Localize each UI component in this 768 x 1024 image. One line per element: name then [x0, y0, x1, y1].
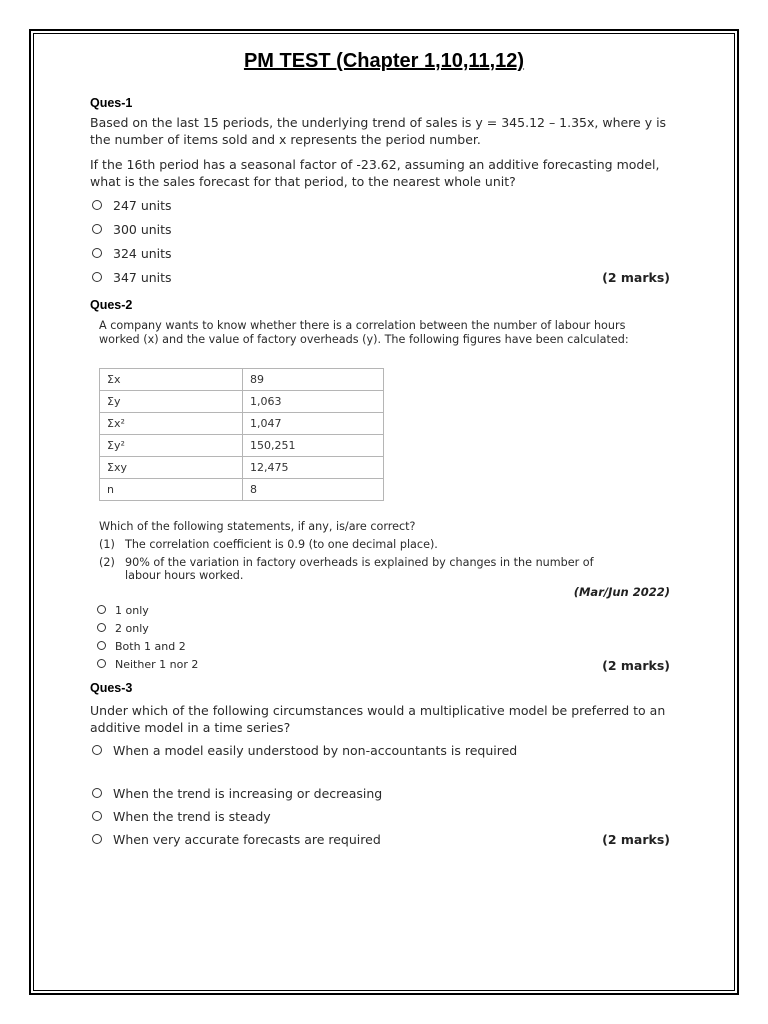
q1-option-4[interactable] [92, 270, 172, 285]
radio-circle-icon [92, 745, 102, 755]
radio-circle-icon [92, 272, 102, 282]
statement-1-text: The correlation coefficient is 0.9 (to one decimal place). [125, 538, 438, 551]
table-cell: 89 [243, 369, 384, 391]
q1-option-3-label: 324 units [113, 246, 172, 261]
table-cell: Σxy [100, 457, 243, 479]
question-3-heading: Ques-3 [90, 681, 133, 695]
q3-option-2-label: When the trend is increasing or decreasing [113, 786, 383, 801]
q3-option-4-label: When very accurate forecasts are required [113, 832, 381, 847]
table-cell: 1,063 [243, 391, 384, 413]
q2-option-1[interactable] [97, 604, 149, 617]
q3-marks: (2 marks) [602, 832, 670, 847]
radio-circle-icon [97, 623, 106, 632]
radio-circle-icon [92, 200, 102, 210]
q1-option-4-label: 347 units [113, 270, 172, 285]
statement-2-text: 90% of the variation in factory overheads is explained by changes in the number of [125, 556, 594, 569]
table-row [100, 413, 384, 435]
question-2-prompt: Which of the following statements, if any, is/are correct? [99, 520, 416, 533]
q1-option-2-label: 300 units [113, 222, 172, 237]
question-3-text: Under which of the following circumstances would a multiplicative model be preferred to an additive model in a time series? [90, 703, 666, 735]
statistics-table [99, 368, 384, 501]
table-row [100, 435, 384, 457]
table-row [100, 479, 384, 501]
q3-option-3-label: When the trend is steady [113, 809, 271, 824]
table-cell: 12,475 [243, 457, 384, 479]
table-cell: Σx² [100, 413, 243, 435]
radio-circle-icon [92, 834, 102, 844]
q2-option-2[interactable] [97, 622, 149, 635]
statement-2 [99, 556, 679, 582]
question-1-heading: Ques-1 [90, 96, 133, 110]
table-cell: 8 [243, 479, 384, 501]
radio-circle-icon [97, 659, 106, 668]
q1-option-1-label: 247 units [113, 198, 172, 213]
table-cell: n [100, 479, 243, 501]
radio-circle-icon [92, 248, 102, 258]
q2-option-4-label: Neither 1 nor 2 [115, 658, 199, 671]
q3-option-4[interactable] [92, 832, 381, 847]
table-row [100, 457, 384, 479]
q2-option-3-label: Both 1 and 2 [115, 640, 186, 653]
radio-circle-icon [97, 641, 106, 650]
table-row [100, 369, 384, 391]
radio-circle-icon [92, 788, 102, 798]
q2-option-1-label: 1 only [115, 604, 149, 617]
q2-marks: (2 marks) [602, 658, 670, 673]
q2-option-3[interactable] [97, 640, 186, 653]
q2-option-4[interactable] [97, 658, 198, 671]
question-1-prompt: If the 16th period has a seasonal factor of -23.62, assuming an additive forecasting model, what is the sales forecast for that period, to the nearest whole unit? [90, 157, 660, 189]
q3-option-3[interactable] [92, 809, 271, 824]
table-cell: Σy² [100, 435, 243, 457]
table-cell: Σx [100, 369, 243, 391]
exam-session-label: (Mar/Jun 2022) [573, 585, 670, 599]
q3-option-2[interactable] [92, 786, 382, 801]
q1-marks: (2 marks) [602, 270, 670, 285]
q3-option-1[interactable] [92, 743, 517, 758]
question-2-heading: Ques-2 [90, 298, 133, 312]
table-cell: 1,047 [243, 413, 384, 435]
question-2-intro: A company wants to know whether there is a correlation between the number of labour hours worked (x) and the value of factory overheads (y). The following figures have been calculated: [99, 319, 629, 346]
statement-2-text-cont: labour hours worked. [125, 569, 244, 582]
q3-option-1-label: When a model easily understood by non-accountants is required [113, 743, 518, 758]
q2-option-2-label: 2 only [115, 622, 149, 635]
question-1-text: Based on the last 15 periods, the underlying trend of sales is y = 345.12 – 1.35x, where y is the number of items sold and x represents the period number. [90, 115, 667, 147]
page-title: PM TEST (Chapter 1,10,11,12) [243, 50, 525, 72]
table-row [100, 391, 384, 413]
q1-option-1[interactable] [92, 198, 172, 213]
statement-2-number: (2) [99, 556, 115, 569]
table-cell: Σy [100, 391, 243, 413]
radio-circle-icon [97, 605, 106, 614]
q1-option-2[interactable] [92, 222, 172, 237]
statement-1 [99, 538, 679, 551]
q1-option-3[interactable] [92, 246, 172, 261]
table-cell: 150,251 [243, 435, 384, 457]
radio-circle-icon [92, 224, 102, 234]
radio-circle-icon [92, 811, 102, 821]
statement-1-number: (1) [99, 538, 115, 551]
